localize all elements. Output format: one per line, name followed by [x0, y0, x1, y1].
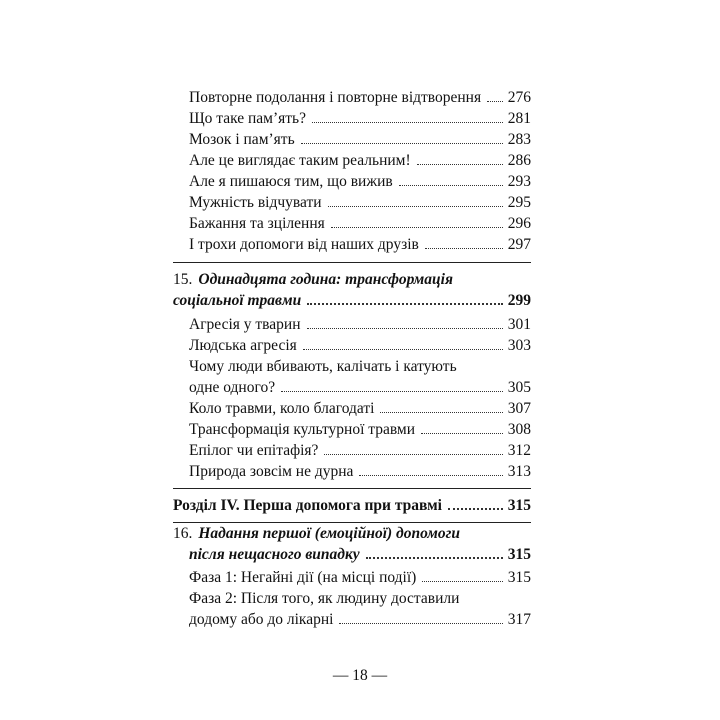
toc-entry	[189, 420, 531, 440]
toc-entry-page: 295	[507, 194, 531, 211]
section-divider	[173, 522, 531, 523]
toc-entry	[189, 441, 531, 461]
dot-leader	[487, 101, 503, 102]
toc-entry-page: 286	[507, 152, 531, 169]
toc-entry-page: 301	[507, 316, 531, 333]
toc-entry	[189, 378, 531, 398]
toc-entry-title: Фаза 2: Після того, як людину доставили	[189, 590, 460, 607]
toc-entry	[189, 336, 531, 356]
toc-entry-page: 317	[507, 611, 531, 628]
toc-entry	[189, 109, 531, 129]
toc-entry-page: 308	[507, 421, 531, 438]
dot-leader	[359, 475, 502, 476]
dot-leader	[324, 454, 502, 455]
toc-entry-page: 283	[507, 131, 531, 148]
toc-entry	[189, 235, 531, 255]
toc-entry-title: одне одного?	[189, 379, 276, 396]
toc-entry-page: 303	[507, 337, 531, 354]
toc-entry	[189, 568, 531, 588]
toc-entry-title: додому або до лікарні	[189, 611, 334, 628]
dot-leader	[307, 328, 503, 329]
chapter-title: соціальної травми	[173, 292, 302, 309]
toc-entry	[189, 214, 531, 234]
dot-leader	[366, 557, 503, 559]
dot-leader	[303, 349, 503, 350]
dot-leader	[425, 248, 503, 249]
toc-entry-title: Мозок і пам’ять	[189, 131, 295, 148]
dot-leader	[301, 143, 503, 144]
dot-leader	[417, 164, 503, 165]
toc-entry-line1	[189, 357, 531, 377]
toc-entry-line1	[189, 589, 531, 609]
toc-entry-title: Коло травми, коло благодаті	[189, 400, 375, 417]
chapter-title: Одинадцята година: трансформація	[198, 271, 453, 288]
toc-entry-title: Агресія у тварин	[189, 316, 301, 333]
dot-leader	[421, 433, 503, 434]
toc-entry-title: Мужність відчувати	[189, 194, 322, 211]
dot-leader	[307, 303, 503, 305]
toc-entry-title: Але я пишаюся тим, що вижив	[189, 173, 393, 190]
toc-entry-page: 281	[507, 110, 531, 127]
toc-entry-title: Фаза 1: Негайні дії (на місці події)	[189, 569, 417, 586]
dot-leader	[422, 581, 502, 582]
dot-leader	[281, 391, 503, 392]
section-divider	[173, 262, 531, 263]
toc-entry	[189, 172, 531, 192]
toc-entry-page: 312	[507, 442, 531, 459]
dot-leader	[339, 623, 502, 624]
toc-entry-title: Чому люди вбивають, калічать і катують	[189, 358, 457, 375]
chapter-title: після нещасного випадку	[189, 546, 360, 563]
chapter-number: 15.	[173, 271, 193, 288]
dot-leader	[312, 122, 503, 123]
toc-entry-page: 305	[507, 379, 531, 396]
chapter-page: 315	[507, 546, 531, 563]
toc-entry-page: 307	[507, 400, 531, 417]
chapter-heading-line2	[189, 545, 531, 565]
toc-entry-title: Трансформація культурної травми	[189, 421, 416, 438]
toc-entry-title: Людська агресія	[189, 337, 297, 354]
toc-entry-title: Що таке пам’ять?	[189, 110, 306, 127]
toc-entry-page: 315	[507, 569, 531, 586]
chapter-heading-line1	[173, 524, 531, 544]
toc-entry	[189, 462, 531, 482]
chapter-heading-line2	[173, 291, 531, 311]
toc-entry	[189, 130, 531, 150]
toc-entry-page: 276	[507, 89, 531, 106]
dot-leader	[399, 185, 503, 186]
chapter-heading-line1	[173, 270, 531, 290]
toc-entry-title: Але це виглядає таким реальним!	[189, 152, 411, 169]
toc-entry-page: 297	[507, 236, 531, 253]
part-page: 315	[507, 497, 531, 514]
toc-entry	[189, 88, 531, 108]
dot-leader	[331, 227, 503, 228]
chapter-page: 299	[507, 292, 531, 309]
page-number: — 18 —	[332, 667, 388, 684]
toc-entry-title: І трохи допомоги від наших друзів	[189, 236, 419, 253]
chapter-title: Надання першої (емоційної) допомоги	[198, 525, 460, 542]
toc-entry	[189, 399, 531, 419]
toc-entry-page: 313	[507, 463, 531, 480]
chapter-number: 16.	[173, 525, 193, 542]
dot-leader	[380, 412, 502, 413]
part-heading	[173, 496, 531, 516]
toc-entry-page: 293	[507, 173, 531, 190]
toc-entry	[189, 315, 531, 335]
toc-entry-title: Бажання та зцілення	[189, 215, 325, 232]
toc-entry-title: Повторне подолання і повторне відтворення	[189, 89, 482, 106]
toc-entry	[189, 151, 531, 171]
toc-entry-page: 296	[507, 215, 531, 232]
toc-entry	[189, 610, 531, 630]
toc-entry-title: Природа зовсім не дурна	[189, 463, 354, 480]
toc-entry-title: Епілог чи епітафія?	[189, 442, 319, 459]
toc-entry	[189, 193, 531, 213]
section-divider	[173, 488, 531, 489]
dot-leader	[448, 508, 503, 510]
dot-leader	[328, 206, 503, 207]
part-title: Розділ IV. Перша допомога при травмі	[173, 497, 442, 514]
